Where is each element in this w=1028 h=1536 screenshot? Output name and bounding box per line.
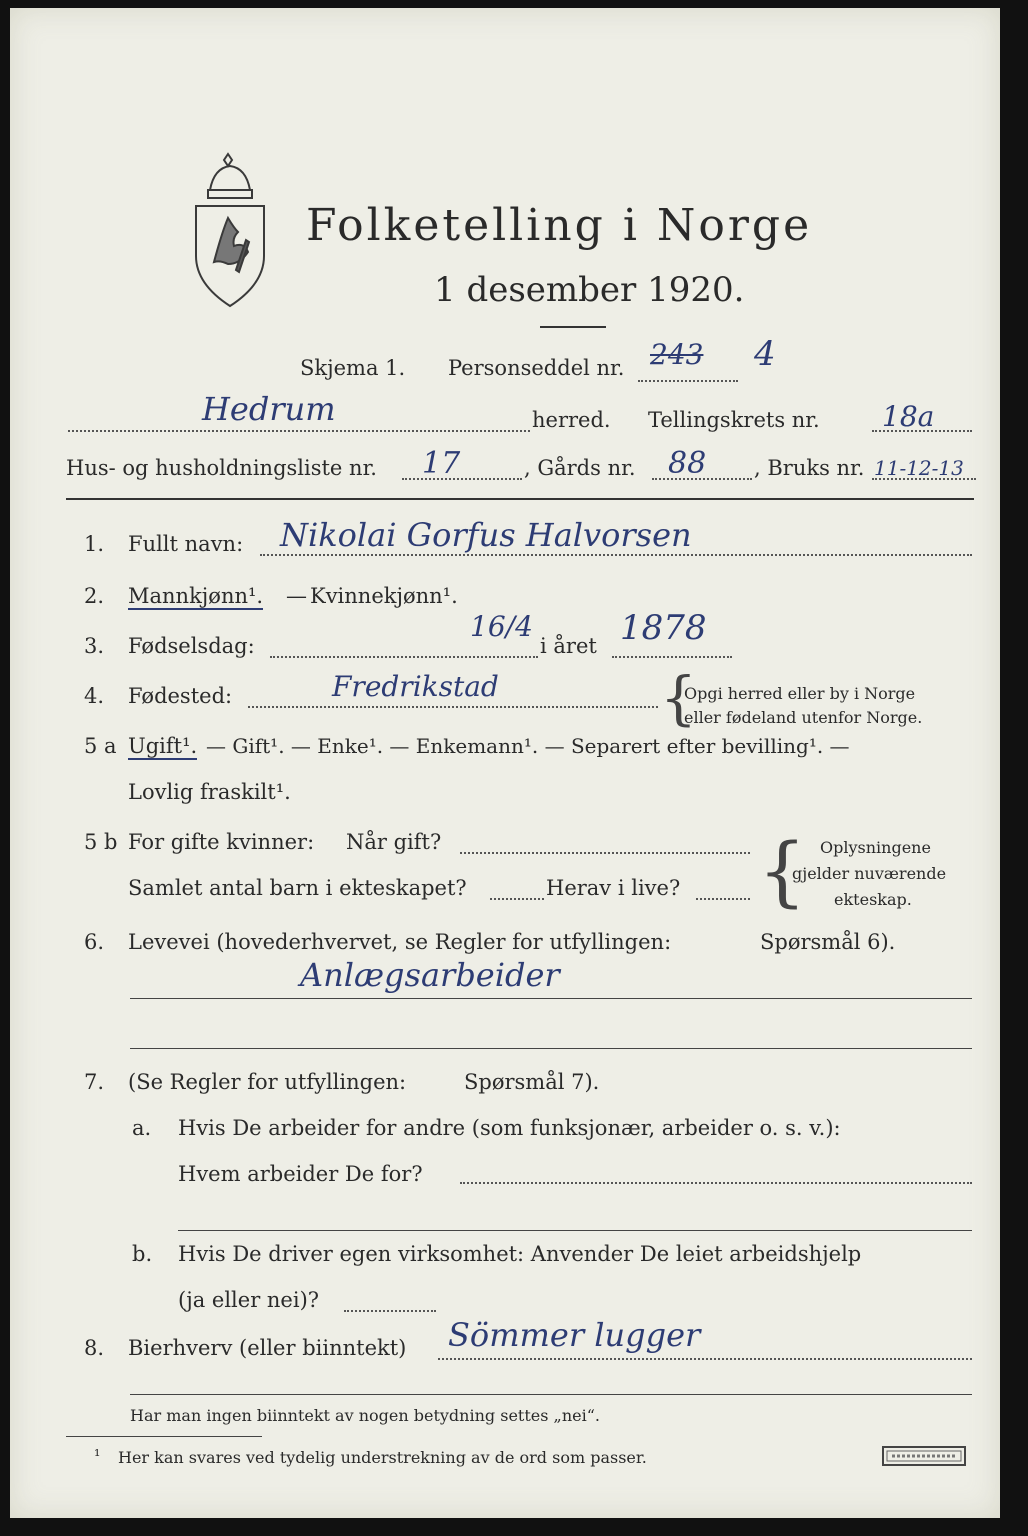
divorced-option[interactable]: Lovlig fraskilt¹.: [128, 780, 291, 804]
hus-value: 17: [422, 446, 461, 481]
marriage-note-brace: {: [758, 826, 807, 915]
q3-number: 3.: [84, 634, 105, 658]
birthplace-note-1: Opgi herred eller by i Norge: [684, 684, 916, 703]
marriage-note-1: Oplysningene: [820, 838, 931, 857]
children-label: Samlet antal barn i ekteskapet?: [128, 876, 467, 900]
q7-reference: Spørsmål 7).: [464, 1070, 600, 1094]
children-field[interactable]: [490, 898, 544, 900]
q7b-number: b.: [132, 1242, 153, 1266]
herred-value: Hedrum: [202, 390, 336, 428]
hus-label: Hus- og husholdningsliste nr.: [66, 456, 377, 480]
occupation-field[interactable]: [130, 998, 972, 999]
census-form: [10, 8, 1000, 1518]
footer-divider: [130, 1394, 972, 1395]
q2-separator: —: [286, 584, 307, 608]
marriage-note-3: ekteskap.: [834, 890, 912, 909]
birthplace-note-2: eller fødeland utenfor Norge.: [684, 708, 923, 727]
herred-field[interactable]: [68, 430, 530, 432]
personseddel-value: 4: [754, 334, 776, 374]
female-option[interactable]: Kvinnekjønn¹.: [310, 584, 458, 608]
bruks-label: , Bruks nr.: [754, 456, 865, 480]
unmarried-option[interactable]: Ugift¹.: [128, 734, 198, 758]
living-children-label: Herav i live?: [546, 876, 681, 900]
q7-number: 7.: [84, 1070, 105, 1094]
q4-number: 4.: [84, 684, 105, 708]
when-married-label: Når gift?: [346, 830, 442, 854]
side-income-value: Sömmer lugger: [448, 1316, 701, 1354]
gards-label: , Gårds nr.: [524, 456, 636, 480]
full-name-value: Nikolai Gorfus Halvorsen: [280, 516, 692, 554]
personseddel-label: Personseddel nr.: [448, 356, 625, 380]
birthplace-value: Fredrikstad: [332, 670, 499, 703]
full-name-field[interactable]: [260, 554, 972, 556]
q5b-number: 5 b: [84, 830, 118, 854]
hired-help-field[interactable]: [344, 1310, 436, 1312]
tellingskrets-value: 18a: [882, 400, 935, 433]
q6-label: Levevei (hovederhvervet, se Regler for utfyllingen:: [128, 930, 672, 954]
q1-label: Fullt navn:: [128, 532, 244, 556]
hus-field[interactable]: [402, 478, 522, 480]
personseddel-field[interactable]: [638, 380, 738, 382]
marriage-note-2: gjelder nuværende: [792, 864, 947, 883]
herred-label: herred.: [532, 408, 611, 432]
tellingskrets-label: Tellingskrets nr.: [648, 408, 820, 432]
employer-field[interactable]: [460, 1182, 972, 1184]
q7b-question: (ja eller nei)?: [178, 1288, 320, 1312]
footer-note: Har man ingen biinntekt av nogen betydning settes „nei“.: [130, 1406, 600, 1425]
q1-number: 1.: [84, 532, 105, 556]
birthplace-brace: {: [660, 664, 697, 732]
census-date: 1 desember 1920.: [434, 270, 745, 310]
footnote-text: Her kan svares ved tydelig understrekning av de ord som passer.: [118, 1448, 647, 1467]
marital-status-options[interactable]: — Gift¹. — Enke¹. — Enkemann¹. — Separert efter bevilling¹. —: [206, 734, 850, 758]
employer-field-2[interactable]: [178, 1230, 972, 1231]
occupation-field-2[interactable]: [130, 1048, 972, 1049]
gards-value: 88: [668, 446, 707, 481]
q8-label: Bierhverv (eller biinntekt): [128, 1336, 407, 1360]
birth-year-value: 1878: [620, 608, 707, 648]
footnote-mark: ¹: [94, 1446, 101, 1465]
q7a-text: Hvis De arbeider for andre (som funksjonær, arbeider o. s. v.):: [178, 1116, 841, 1140]
q7-label: (Se Regler for utfyllingen:: [128, 1070, 407, 1094]
year-label: i året: [540, 634, 597, 658]
personseddel-struck: 243: [650, 338, 704, 371]
bruks-value: 11-12-13: [874, 456, 964, 480]
footnote-rule: [66, 1436, 262, 1437]
birthday-field[interactable]: [270, 656, 538, 658]
skjema-label: Skjema 1.: [300, 356, 406, 380]
q6-number: 6.: [84, 930, 105, 954]
form-title: Folketelling i Norge: [306, 200, 813, 251]
q7b-text: Hvis De driver egen virksomhet: Anvender De leiet arbeidshjelp: [178, 1242, 862, 1266]
q3-label: Fødselsdag:: [128, 634, 255, 658]
side-income-field[interactable]: [438, 1358, 972, 1360]
q7a-number: a.: [132, 1116, 152, 1140]
living-children-field[interactable]: [696, 898, 750, 900]
q7a-question: Hvem arbeider De for?: [178, 1162, 423, 1186]
q4-label: Fødested:: [128, 684, 233, 708]
male-option[interactable]: Mannkjønn¹.: [128, 584, 264, 608]
coat-of-arms-icon: [188, 150, 272, 310]
header-divider: [66, 498, 974, 500]
birthday-value: 16/4: [470, 610, 533, 643]
birth-year-field[interactable]: [612, 656, 732, 658]
title-rule: [540, 326, 606, 328]
q6-reference: Spørsmål 6).: [760, 930, 896, 954]
printer-stamp-icon: [882, 1446, 966, 1466]
q8-number: 8.: [84, 1336, 105, 1360]
occupation-value: Anlægsarbeider: [300, 956, 560, 994]
q2-number: 2.: [84, 584, 105, 608]
when-married-field[interactable]: [460, 852, 750, 854]
married-women-label: For gifte kvinner:: [128, 830, 315, 854]
q5a-number: 5 a: [84, 734, 117, 758]
birthplace-field[interactable]: [248, 706, 658, 708]
